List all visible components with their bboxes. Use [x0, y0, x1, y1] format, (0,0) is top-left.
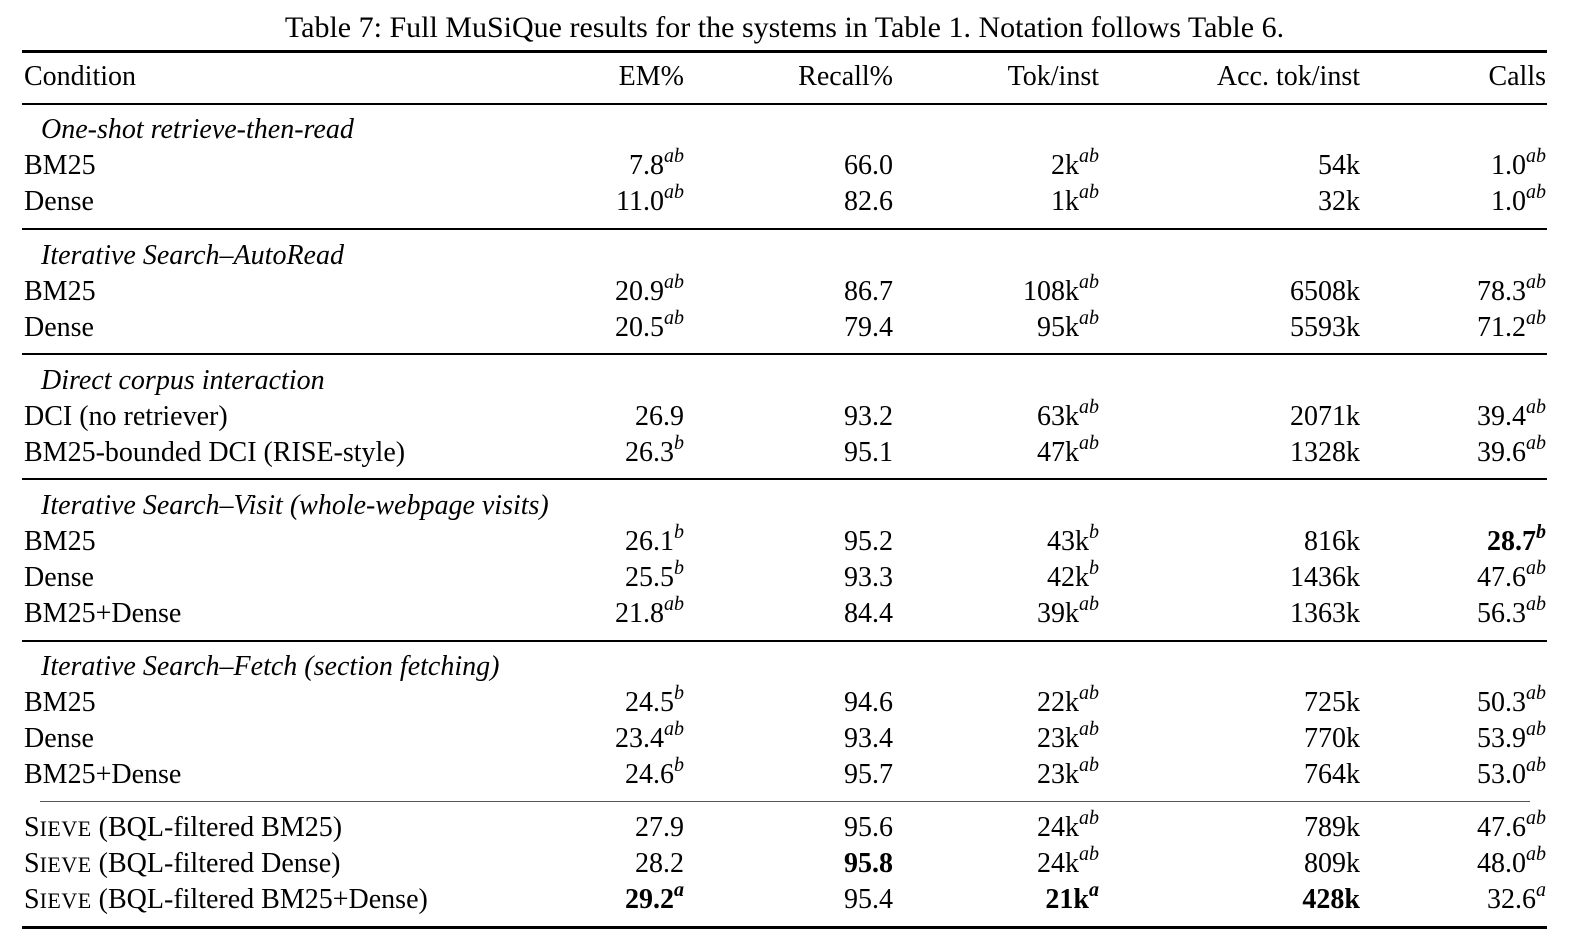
table-row	[0, 878, 1569, 918]
em-cell-superscript: ab	[664, 144, 684, 167]
em-cell	[635, 399, 684, 435]
acc-tok-cell-value: 789k	[1304, 812, 1360, 843]
calls-cell	[1477, 395, 1546, 435]
em-cell	[625, 431, 684, 471]
acc-tok-cell	[1290, 310, 1360, 346]
condition-cell	[24, 810, 342, 847]
recall-cell-value: 82.6	[844, 186, 893, 217]
acc-tok-cell-value: 6508k	[1290, 276, 1360, 307]
em-cell	[615, 306, 684, 346]
acc-tok-cell-value: 725k	[1304, 687, 1360, 718]
tok-cell-value: 21k	[1045, 884, 1089, 915]
calls-cell-superscript: ab	[1526, 842, 1546, 865]
group-rule	[22, 640, 1547, 642]
table-caption: Table 7: Full MuSiQue results for the systems in Table 1. Notation follows Table 6.	[284, 11, 1285, 44]
em-cell	[625, 520, 684, 560]
group-rule	[22, 228, 1547, 230]
group-rule	[22, 478, 1547, 480]
acc-tok-cell	[1304, 524, 1360, 560]
tok-cell-value: 39k	[1037, 598, 1079, 629]
table-row	[0, 753, 1569, 793]
condition-detail: (BQL-filtered Dense)	[98, 848, 341, 879]
calls-cell-superscript: ab	[1526, 681, 1546, 704]
calls-cell	[1477, 753, 1546, 793]
calls-cell-superscript: ab	[1526, 270, 1546, 293]
acc-tok-cell	[1318, 184, 1360, 220]
group-title: Iterative Search–Fetch (section fetching)	[41, 651, 500, 682]
condition-cell: BM25+Dense	[24, 759, 182, 790]
recall-cell	[844, 184, 893, 220]
acc-tok-cell	[1290, 596, 1360, 632]
em-cell-value: 26.1	[625, 526, 674, 557]
table-row	[0, 431, 1569, 471]
group-title: Iterative Search–AutoRead	[41, 240, 344, 271]
calls-cell-value: 39.4	[1477, 401, 1526, 432]
calls-cell	[1487, 520, 1546, 560]
acc-tok-cell	[1304, 846, 1360, 882]
em-cell-superscript: ab	[664, 717, 684, 740]
calls-cell-value: 1.0	[1491, 150, 1526, 181]
em-cell-value: 20.5	[615, 312, 664, 343]
calls-cell-superscript: ab	[1526, 717, 1546, 740]
table-row	[0, 556, 1569, 596]
tok-cell-superscript: ab	[1079, 395, 1099, 418]
condition-cell: BM25+Dense	[24, 598, 182, 629]
calls-cell-value: 48.0	[1477, 848, 1526, 879]
em-cell	[625, 878, 684, 918]
tok-cell	[1047, 556, 1099, 596]
acc-tok-cell-value: 5593k	[1290, 312, 1360, 343]
recall-cell	[844, 148, 893, 184]
table-row	[0, 180, 1569, 220]
calls-cell-value: 28.7	[1487, 526, 1536, 557]
condition-detail: (BQL-filtered BM25+Dense)	[98, 884, 428, 915]
calls-cell	[1477, 842, 1546, 882]
calls-cell-value: 53.0	[1477, 759, 1526, 790]
table-row	[0, 144, 1569, 184]
acc-tok-cell	[1290, 274, 1360, 310]
recall-cell-value: 95.8	[844, 848, 893, 879]
tok-cell	[1051, 180, 1099, 220]
tok-cell-superscript: ab	[1079, 806, 1099, 829]
condition-cell: BM25	[24, 687, 96, 718]
em-cell-superscript: b	[674, 520, 684, 543]
tok-cell	[1037, 431, 1099, 471]
em-cell-superscript: b	[674, 431, 684, 454]
calls-cell-superscript: ab	[1526, 180, 1546, 203]
tok-cell	[1037, 806, 1099, 846]
calls-cell-value: 47.6	[1477, 562, 1526, 593]
recall-cell-value: 79.4	[844, 312, 893, 343]
recall-cell-value: 93.2	[844, 401, 893, 432]
calls-cell	[1477, 431, 1546, 471]
group-title: Direct corpus interaction	[41, 365, 325, 396]
condition-cell: DCI (no retriever)	[24, 401, 228, 432]
tok-cell-value: 108k	[1023, 276, 1079, 307]
table-row	[0, 592, 1569, 632]
em-cell	[629, 144, 684, 184]
calls-cell-superscript: ab	[1526, 592, 1546, 615]
acc-tok-cell	[1304, 810, 1360, 846]
acc-tok-cell-value: 54k	[1318, 150, 1360, 181]
recall-cell	[844, 721, 893, 757]
tok-cell-value: 2k	[1051, 150, 1079, 181]
em-cell	[615, 717, 684, 757]
em-cell-superscript: ab	[664, 180, 684, 203]
calls-cell-value: 56.3	[1477, 598, 1526, 629]
tok-cell	[1037, 717, 1099, 757]
em-cell-value: 25.5	[625, 562, 674, 593]
recall-cell	[844, 524, 893, 560]
tok-cell-value: 42k	[1047, 562, 1089, 593]
recall-cell	[844, 560, 893, 596]
em-cell-superscript: b	[674, 556, 684, 579]
calls-cell	[1477, 717, 1546, 757]
recall-cell	[844, 435, 893, 471]
recall-cell	[844, 757, 893, 793]
em-cell-superscript: a	[674, 878, 684, 901]
recall-cell	[844, 399, 893, 435]
tok-cell-superscript: ab	[1079, 144, 1099, 167]
calls-cell	[1477, 592, 1546, 632]
acc-tok-cell	[1318, 148, 1360, 184]
calls-cell	[1477, 681, 1546, 721]
acc-tok-cell-value: 2071k	[1290, 401, 1360, 432]
em-cell-superscript: b	[674, 681, 684, 704]
calls-cell	[1487, 878, 1546, 918]
em-cell-value: 26.3	[625, 437, 674, 468]
table-row	[0, 806, 1569, 846]
calls-cell-value: 1.0	[1491, 186, 1526, 217]
group-title: Iterative Search–Visit (whole-webpage visits)	[41, 490, 549, 521]
em-cell	[625, 681, 684, 721]
tok-cell-superscript: ab	[1079, 270, 1099, 293]
calls-cell-superscript: ab	[1526, 431, 1546, 454]
tok-cell	[1045, 878, 1099, 918]
condition-cell: BM25	[24, 150, 96, 181]
recall-cell-value: 93.4	[844, 723, 893, 754]
acc-tok-cell	[1304, 757, 1360, 793]
tok-cell	[1037, 306, 1099, 346]
em-cell-value: 24.6	[625, 759, 674, 790]
em-cell-value: 24.5	[625, 687, 674, 718]
recall-cell-value: 95.1	[844, 437, 893, 468]
tok-cell	[1037, 753, 1099, 793]
recall-cell-value: 94.6	[844, 687, 893, 718]
em-cell-value: 11.0	[616, 186, 664, 217]
calls-cell	[1477, 306, 1546, 346]
recall-cell	[844, 685, 893, 721]
group-rule	[22, 353, 1547, 355]
calls-cell-superscript: b	[1536, 520, 1546, 543]
acc-tok-cell-value: 809k	[1304, 848, 1360, 879]
table-row	[0, 395, 1569, 435]
header-recall: Recall%	[798, 61, 893, 92]
acc-tok-cell-value: 32k	[1318, 186, 1360, 217]
tok-cell-superscript: ab	[1079, 717, 1099, 740]
tok-cell-superscript: ab	[1079, 306, 1099, 329]
condition-cell	[24, 846, 340, 883]
acc-tok-cell	[1290, 560, 1360, 596]
recall-cell	[844, 810, 893, 846]
tok-cell-value: 23k	[1037, 759, 1079, 790]
sieve-name-rest: IEVE	[39, 816, 92, 841]
condition-cell	[24, 882, 428, 919]
header-rule	[22, 103, 1547, 105]
recall-cell	[844, 882, 893, 918]
tok-cell-value: 22k	[1037, 687, 1079, 718]
calls-cell-value: 32.6	[1487, 884, 1536, 915]
calls-cell	[1477, 270, 1546, 310]
acc-tok-cell-value: 770k	[1304, 723, 1360, 754]
sieve-name-initial: S	[24, 884, 40, 915]
bottom-rule	[22, 926, 1547, 929]
tok-cell-value: 43k	[1047, 526, 1089, 557]
em-cell-value: 26.9	[635, 401, 684, 432]
group-title: One-shot retrieve-then-read	[41, 114, 354, 145]
calls-cell-value: 50.3	[1477, 687, 1526, 718]
recall-cell-value: 86.7	[844, 276, 893, 307]
table-row	[0, 717, 1569, 757]
em-cell	[615, 592, 684, 632]
table-row	[0, 842, 1569, 882]
sieve-name-rest: IEVE	[39, 888, 92, 913]
calls-cell-value: 53.9	[1477, 723, 1526, 754]
acc-tok-cell	[1290, 399, 1360, 435]
sieve-name-rest: IEVE	[39, 852, 92, 877]
recall-cell-value: 95.4	[844, 884, 893, 915]
tok-cell	[1037, 842, 1099, 882]
condition-cell: Dense	[24, 723, 94, 754]
condition-cell: BM25	[24, 526, 96, 557]
calls-cell-superscript: ab	[1526, 806, 1546, 829]
tok-cell-value: 24k	[1037, 812, 1079, 843]
em-cell-superscript: ab	[664, 306, 684, 329]
em-cell-value: 20.9	[615, 276, 664, 307]
tok-cell	[1037, 395, 1099, 435]
acc-tok-cell-value: 1328k	[1290, 437, 1360, 468]
condition-cell: Dense	[24, 312, 94, 343]
em-cell	[635, 846, 684, 882]
calls-cell-value: 78.3	[1477, 276, 1526, 307]
header-calls: Calls	[1488, 61, 1546, 92]
tok-cell	[1047, 520, 1099, 560]
em-cell	[616, 180, 684, 220]
em-cell-superscript: ab	[664, 270, 684, 293]
tok-cell	[1023, 270, 1099, 310]
em-cell-superscript: ab	[664, 592, 684, 615]
calls-cell-value: 47.6	[1477, 812, 1526, 843]
acc-tok-cell-value: 816k	[1304, 526, 1360, 557]
table-row	[0, 681, 1569, 721]
condition-detail: (BQL-filtered BM25)	[98, 812, 343, 843]
tok-cell-superscript: ab	[1079, 842, 1099, 865]
calls-cell-value: 71.2	[1477, 312, 1526, 343]
sieve-rule	[40, 801, 1530, 802]
acc-tok-cell	[1304, 685, 1360, 721]
table-row	[0, 270, 1569, 310]
sieve-name-initial: S	[24, 812, 40, 843]
em-cell	[635, 810, 684, 846]
calls-cell	[1477, 806, 1546, 846]
tok-cell-superscript: ab	[1079, 592, 1099, 615]
tok-cell-value: 24k	[1037, 848, 1079, 879]
condition-cell: BM25-bounded DCI (RISE-style)	[24, 437, 406, 468]
header-acc-tok: Acc. tok/inst	[1216, 61, 1360, 92]
calls-cell	[1491, 180, 1546, 220]
em-cell-value: 23.4	[615, 723, 664, 754]
em-cell	[615, 270, 684, 310]
em-cell-value: 21.8	[615, 598, 664, 629]
condition-cell: BM25	[24, 276, 96, 307]
tok-cell-value: 63k	[1037, 401, 1079, 432]
condition-cell: Dense	[24, 562, 94, 593]
calls-cell-value: 39.6	[1477, 437, 1526, 468]
tok-cell-superscript: ab	[1079, 681, 1099, 704]
em-cell-value: 28.2	[635, 848, 684, 879]
acc-tok-cell-value: 1363k	[1290, 598, 1360, 629]
tok-cell	[1037, 592, 1099, 632]
em-cell-superscript: b	[674, 753, 684, 776]
condition-cell: Dense	[24, 186, 94, 217]
table-row	[0, 520, 1569, 560]
header-condition: Condition	[24, 61, 137, 92]
acc-tok-cell	[1302, 882, 1360, 918]
recall-cell	[844, 310, 893, 346]
recall-cell-value: 66.0	[844, 150, 893, 181]
em-cell-value: 27.9	[635, 812, 684, 843]
calls-cell	[1491, 144, 1546, 184]
tok-cell-superscript: ab	[1079, 753, 1099, 776]
calls-cell-superscript: a	[1536, 878, 1546, 901]
tok-cell-superscript: b	[1089, 556, 1099, 579]
em-cell	[625, 753, 684, 793]
calls-cell-superscript: ab	[1526, 306, 1546, 329]
tok-cell-value: 23k	[1037, 723, 1079, 754]
recall-cell-value: 93.3	[844, 562, 893, 593]
em-cell-value: 7.8	[629, 150, 664, 181]
recall-cell	[844, 596, 893, 632]
recall-cell-value: 95.6	[844, 812, 893, 843]
table-row	[0, 306, 1569, 346]
em-cell	[625, 556, 684, 596]
tok-cell	[1051, 144, 1099, 184]
calls-cell-superscript: ab	[1526, 753, 1546, 776]
calls-cell	[1477, 556, 1546, 596]
acc-tok-cell-value: 428k	[1302, 884, 1360, 915]
sieve-name-initial: S	[24, 848, 40, 879]
header-row	[0, 59, 1569, 95]
header-tok: Tok/inst	[1007, 61, 1099, 92]
acc-tok-cell	[1304, 721, 1360, 757]
acc-tok-cell-value: 1436k	[1290, 562, 1360, 593]
recall-cell-value: 84.4	[844, 598, 893, 629]
calls-cell-superscript: ab	[1526, 556, 1546, 579]
calls-cell-superscript: ab	[1526, 144, 1546, 167]
em-cell-value: 29.2	[625, 884, 674, 915]
tok-cell-superscript: ab	[1079, 431, 1099, 454]
tok-cell-value: 1k	[1051, 186, 1079, 217]
acc-tok-cell	[1290, 435, 1360, 471]
tok-cell-superscript: ab	[1079, 180, 1099, 203]
header-em: EM%	[618, 61, 684, 92]
tok-cell-superscript: a	[1089, 878, 1099, 901]
calls-cell-superscript: ab	[1526, 395, 1546, 418]
tok-cell	[1037, 681, 1099, 721]
tok-cell-value: 95k	[1037, 312, 1079, 343]
recall-cell-value: 95.2	[844, 526, 893, 557]
recall-cell-value: 95.7	[844, 759, 893, 790]
tok-cell-superscript: b	[1089, 520, 1099, 543]
recall-cell	[844, 274, 893, 310]
recall-cell	[844, 846, 893, 882]
tok-cell-value: 47k	[1037, 437, 1079, 468]
acc-tok-cell-value: 764k	[1304, 759, 1360, 790]
top-rule	[22, 50, 1547, 53]
